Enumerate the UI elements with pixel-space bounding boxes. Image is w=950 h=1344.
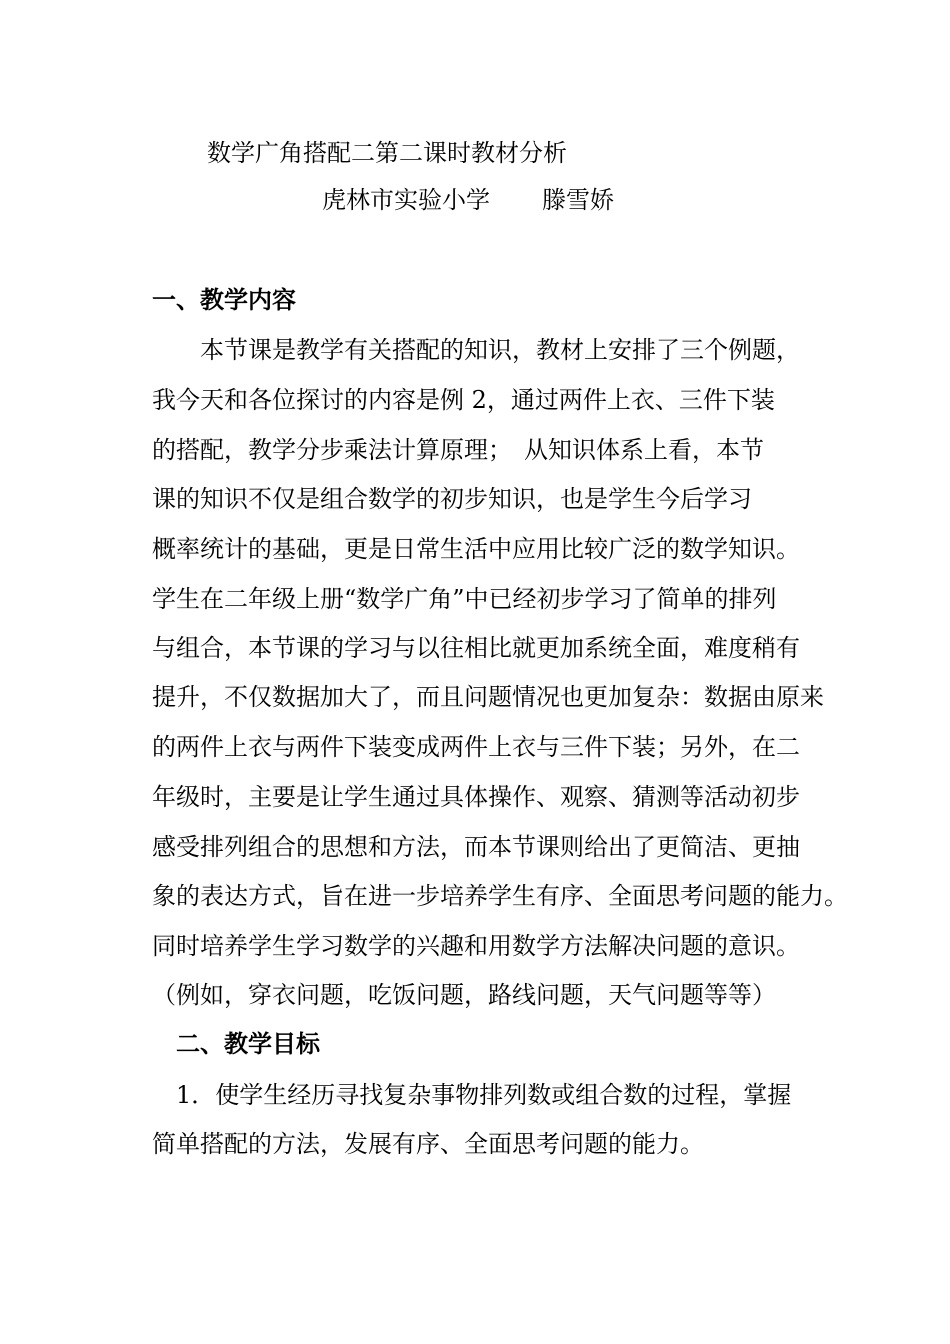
paragraph-line: 我今天和各位探讨的内容是例 2，通过两件上衣、三件下装 bbox=[152, 386, 775, 414]
paragraph-line: 课的知识不仅是组合数学的初步知识，也是学生今后学习 bbox=[152, 485, 752, 513]
paragraph-line: 学生在二年级上册“数学广角”中已经初步学习了简单的排列 bbox=[152, 585, 777, 613]
paragraph-line: 年级时，主要是让学生通过具体操作、观察、猜测等活动初步 bbox=[152, 783, 800, 811]
paragraph-line: 的两件上衣与两件下装变成两件上衣与三件下装；另外，在二 bbox=[152, 733, 800, 761]
byline bbox=[322, 183, 614, 217]
paragraph-line: 提升，不仅数据加大了，而且问题情况也更加复杂：数据由原来 bbox=[152, 683, 824, 711]
paragraph-line: 象的表达方式，旨在进一步培养学生有序、全面思考问题的能力。 bbox=[152, 882, 848, 910]
author-name: 滕雪娇 bbox=[542, 186, 614, 214]
paragraph-line: 简单搭配的方法，发展有序、全面思考问题的能力。 bbox=[152, 1130, 704, 1158]
paragraph-line: 概率统计的基础，更是日常生活中应用比较广泛的数学知识。 bbox=[152, 535, 800, 563]
paragraph-line: （例如，穿衣问题，吃饭问题，路线问题，天气问题等等） bbox=[152, 981, 776, 1009]
paragraph-line: 与组合，本节课的学习与以往相比就更加系统全面，难度稍有 bbox=[152, 634, 800, 662]
paragraph-line: 1．使学生经历寻找复杂事物排列数或组合数的过程，掌握 bbox=[152, 1081, 792, 1109]
paragraph-line: 同时培养学生学习数学的兴趣和用数学方法解决问题的意识。 bbox=[152, 932, 800, 960]
school-name: 虎林市实验小学 bbox=[322, 186, 490, 214]
document-title: 数学广角搭配二第二课时教材分析 bbox=[207, 139, 567, 167]
paragraph-line: 感受排列组合的思想和方法，而本节课则给出了更简洁、更抽 bbox=[152, 833, 800, 861]
section-heading-teaching-content: 一、教学内容 bbox=[152, 285, 296, 314]
section-heading-teaching-goals: 二、教学目标 bbox=[176, 1029, 320, 1058]
paragraph-line: 的搭配，教学分步乘法计算原理； 从知识体系上看，本节 bbox=[152, 436, 764, 464]
paragraph-line: 本节课是教学有关搭配的知识，教材上安排了三个例题， bbox=[152, 336, 800, 364]
